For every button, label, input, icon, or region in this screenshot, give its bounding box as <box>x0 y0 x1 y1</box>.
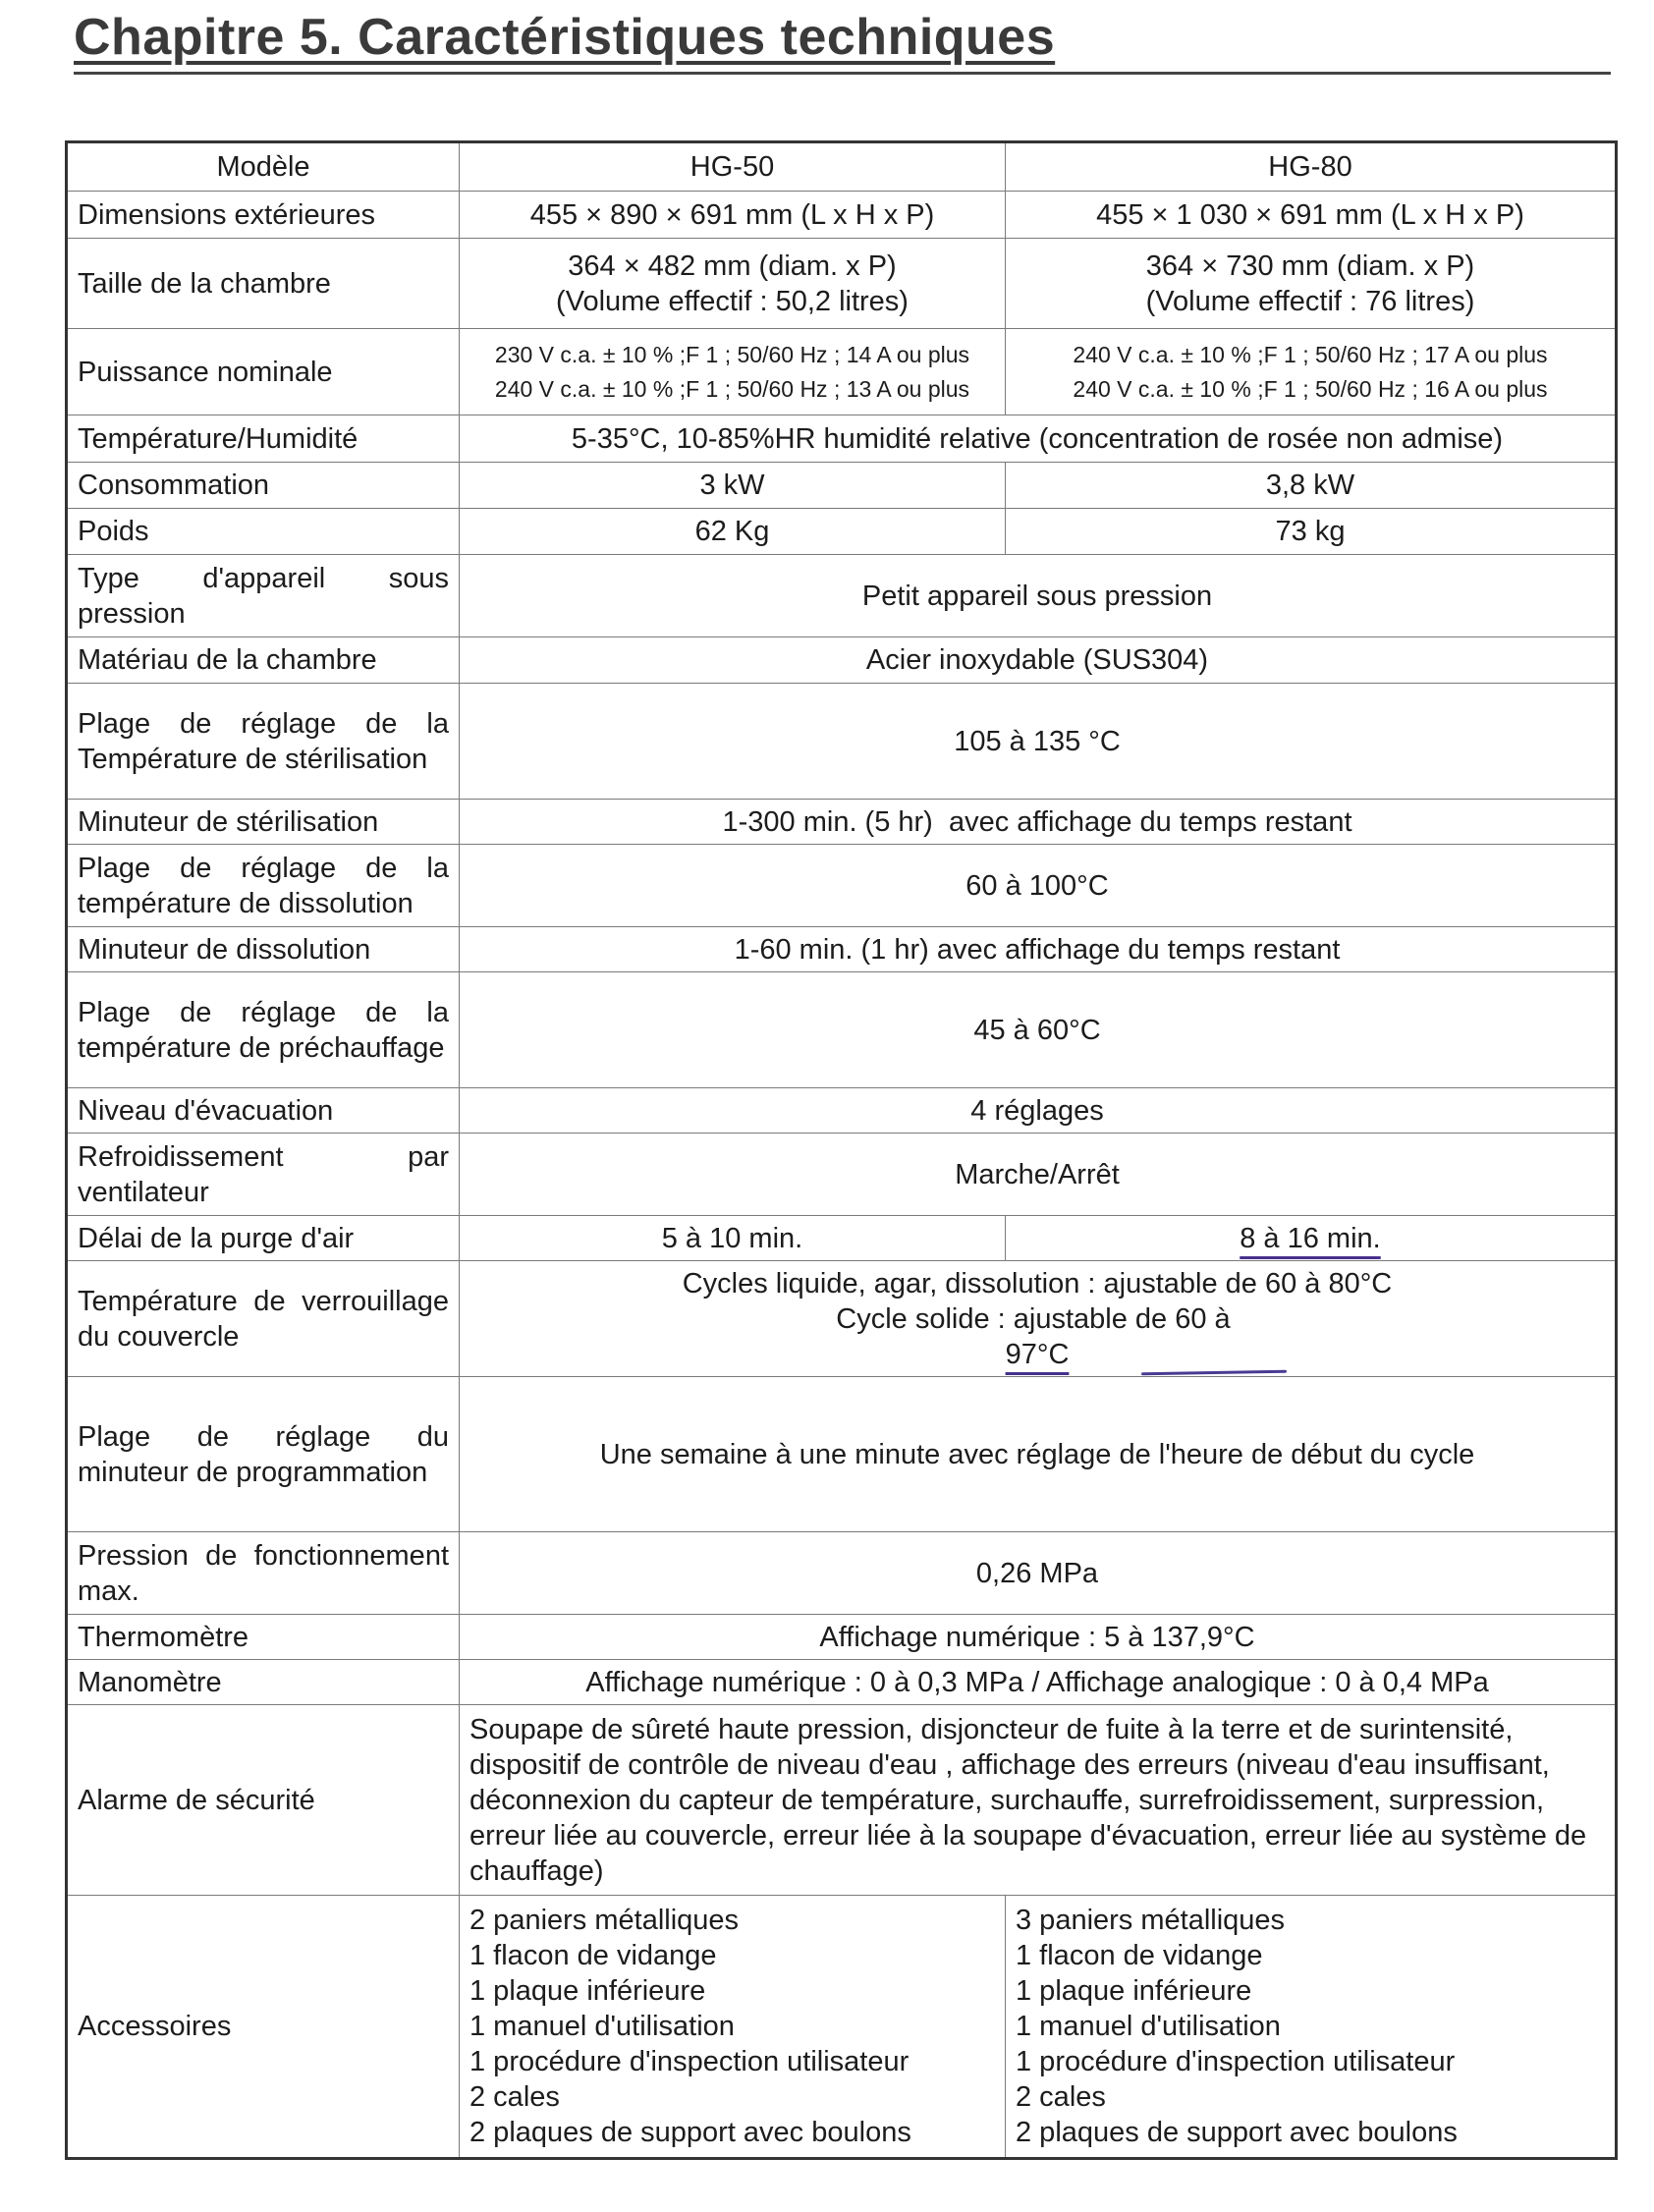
shared-value: Soupape de sûreté haute pression, disjoncteur de fuite à la terre et de surintensité, dispositif de contrôle de niveau d'eau , affichage des erreurs (niveau d'eau insuffisant, déconnexion du capteur de température, surchauffe, surrefroidissement, surpression, erreur liée au couvercle, erreur liée à la soupape d'évacuation, erreur liée au système de chauffage) <box>460 1705 1617 1896</box>
lock-temp-line-2 <box>469 1301 1605 1372</box>
hg50-value: 455 × 890 × 691 mm (L x H x P) <box>460 192 1006 239</box>
chamber-size-hg80: 364 × 730 mm (diam. x P) <box>1145 249 1475 282</box>
list-item: 3 paniers métalliques <box>1016 1905 1286 1936</box>
table-row-materiau <box>67 637 1617 684</box>
shared-value: Affichage numérique : 5 à 137,9°C <box>460 1615 1617 1660</box>
table-row-plage-prechauffage <box>67 972 1617 1088</box>
shared-value: 1-60 min. (1 hr) avec affichage du temps restant <box>460 927 1617 972</box>
hg50-value <box>460 1896 1006 2159</box>
table-row-alarme <box>67 1705 1617 1896</box>
table-row-refroidissement <box>67 1134 1617 1216</box>
hg80-value <box>1006 239 1617 329</box>
row-label: Accessoires <box>67 1896 460 2159</box>
table-row-pression <box>67 1532 1617 1615</box>
header-hg50: HG-50 <box>460 142 1006 192</box>
list-item: 2 plaques de support avec boulons <box>1016 2117 1458 2148</box>
hg50-value <box>460 239 1006 329</box>
table-row-plage-dissolution <box>67 845 1617 927</box>
row-label: Taille de la chambre <box>67 239 460 329</box>
row-label: Thermomètre <box>67 1615 460 1660</box>
table-row-purge <box>67 1216 1617 1261</box>
list-item: 2 plaques de support avec boulons <box>469 2117 911 2148</box>
shared-value: Petit appareil sous pression <box>460 555 1617 637</box>
specifications-table <box>65 140 1618 2160</box>
table-row-temperature <box>67 415 1617 463</box>
row-label: Minuteur de dissolution <box>67 927 460 972</box>
list-item: 2 paniers métalliques <box>469 1905 740 1936</box>
list-item: 1 manuel d'utilisation <box>1016 2011 1281 2042</box>
header-hg80: HG-80 <box>1006 142 1617 192</box>
row-label: Puissance nominale <box>67 329 460 415</box>
hg80-value: 73 kg <box>1006 509 1617 555</box>
hg80-value <box>1006 1216 1617 1261</box>
table-row-accessoires <box>67 1896 1617 2159</box>
row-label: Alarme de sécurité <box>67 1705 460 1896</box>
list-item: 2 cales <box>469 2081 560 2113</box>
hg80-value <box>1006 1896 1617 2159</box>
list-item: 1 flacon de vidange <box>1016 1940 1263 1971</box>
shared-value: 45 à 60°C <box>460 972 1617 1088</box>
list-item: 1 procédure d'inspection utilisateur <box>469 2046 910 2077</box>
shared-value: 0,26 MPa <box>460 1532 1617 1615</box>
hg80-value: 3,8 kW <box>1006 463 1617 509</box>
row-label: Niveau d'évacuation <box>67 1088 460 1134</box>
shared-value: Affichage numérique : 0 à 0,3 MPa / Affichage analogique : 0 à 0,4 MPa <box>460 1660 1617 1705</box>
row-label: Température/Humidité <box>67 415 460 463</box>
table-row-type-appareil <box>67 555 1617 637</box>
table-row-puissance <box>67 329 1617 415</box>
hg50-value: 5 à 10 min. <box>460 1216 1006 1261</box>
table-row-chambre <box>67 239 1617 329</box>
shared-value: 1-300 min. (5 hr) avec affichage du temps restant <box>460 800 1617 845</box>
shared-value: 105 à 135 °C <box>460 684 1617 800</box>
table-row-verrouillage <box>67 1261 1617 1377</box>
row-label: Plage de réglage du minuteur de programmation <box>67 1377 460 1532</box>
list-item: 1 flacon de vidange <box>469 1940 717 1971</box>
lock-temp-solid-value: 97°C <box>1005 1338 1070 1370</box>
power-line-2: 240 V c.a. ± 10 % ;F 1 ; 50/60 Hz ; 13 A ou plus <box>494 375 970 402</box>
shared-value: Acier inoxydable (SUS304) <box>460 637 1617 684</box>
row-label: Matériau de la chambre <box>67 637 460 684</box>
row-label: Plage de réglage de la Température de stérilisation <box>67 684 460 800</box>
row-label: Température de verrouillage du couvercle <box>67 1261 460 1377</box>
list-item: 1 plaque inférieure <box>1016 1975 1252 2007</box>
list-item: 1 manuel d'utilisation <box>469 2011 735 2042</box>
chamber-size-hg50: 364 × 482 mm (diam. x P) <box>568 249 897 282</box>
row-label: Poids <box>67 509 460 555</box>
power-line-1: 240 V c.a. ± 10 % ;F 1 ; 50/60 Hz ; 17 A ou plus <box>1073 341 1548 367</box>
row-label: Plage de réglage de la température de préchauffage <box>67 972 460 1088</box>
hg50-value: 62 Kg <box>460 509 1006 555</box>
title-rule <box>74 72 1611 75</box>
shared-value: 4 réglages <box>460 1088 1617 1134</box>
row-label: Pression de fonctionnement max. <box>67 1532 460 1615</box>
row-label: Délai de la purge d'air <box>67 1216 460 1261</box>
row-label: Consommation <box>67 463 460 509</box>
shared-value: Une semaine à une minute avec réglage de l'heure de début du cycle <box>460 1377 1617 1532</box>
row-label: Dimensions extérieures <box>67 192 460 239</box>
table-row-header <box>67 142 1617 192</box>
lock-temp-line-1: Cycles liquide, agar, dissolution : ajustable de 60 à 80°C <box>682 1267 1393 1300</box>
power-line-2: 240 V c.a. ± 10 % ;F 1 ; 50/60 Hz ; 16 A ou plus <box>1073 375 1548 402</box>
table-row-consommation <box>67 463 1617 509</box>
shared-value: 60 à 100°C <box>460 845 1617 927</box>
shared-value: Marche/Arrêt <box>460 1134 1617 1216</box>
row-label: Plage de réglage de la température de dissolution <box>67 845 460 927</box>
table-row-dimensions <box>67 192 1617 239</box>
row-label: Manomètre <box>67 1660 460 1705</box>
chamber-volume-hg50: (Volume effectif : 50,2 litres) <box>556 285 909 317</box>
table-row-minuteur-sterilisation <box>67 800 1617 845</box>
list-item: 1 plaque inférieure <box>469 1975 706 2007</box>
hg50-value <box>460 329 1006 415</box>
hg80-value <box>1006 329 1617 415</box>
row-label: Refroidissement par ventilateur <box>67 1134 460 1216</box>
table-row-plage-sterilisation <box>67 684 1617 800</box>
chamber-volume-hg80: (Volume effectif : 76 litres) <box>1145 285 1475 317</box>
table-row-minuteur-dissolution <box>67 927 1617 972</box>
page-title: Chapitre 5. Caractéristiques techniques <box>74 9 1056 66</box>
hg50-value: 3 kW <box>460 463 1006 509</box>
shared-value <box>460 1261 1617 1377</box>
hg80-value: 455 × 1 030 × 691 mm (L x H x P) <box>1006 192 1617 239</box>
purge-hg80-underlined: 8 à 16 min. <box>1240 1222 1381 1254</box>
table-row-programmation <box>67 1377 1617 1532</box>
table-row-manometre <box>67 1660 1617 1705</box>
row-label: Minuteur de stérilisation <box>67 800 460 845</box>
list-item: 2 cales <box>1016 2081 1106 2113</box>
table-row-poids <box>67 509 1617 555</box>
list-item: 1 procédure d'inspection utilisateur <box>1016 2046 1456 2077</box>
header-model-label: Modèle <box>67 142 460 192</box>
power-line-1: 230 V c.a. ± 10 % ;F 1 ; 50/60 Hz ; 14 A ou plus <box>494 341 970 367</box>
shared-value: 5-35°C, 10-85%HR humidité relative (concentration de rosée non admise) <box>460 415 1617 463</box>
table-row-evacuation <box>67 1088 1617 1134</box>
lock-temp-line-2-prefix: Cycle solide : ajustable de 60 à <box>836 1302 1239 1335</box>
row-label: Type d'appareil sous pression <box>67 555 460 637</box>
table-row-thermometre <box>67 1615 1617 1660</box>
